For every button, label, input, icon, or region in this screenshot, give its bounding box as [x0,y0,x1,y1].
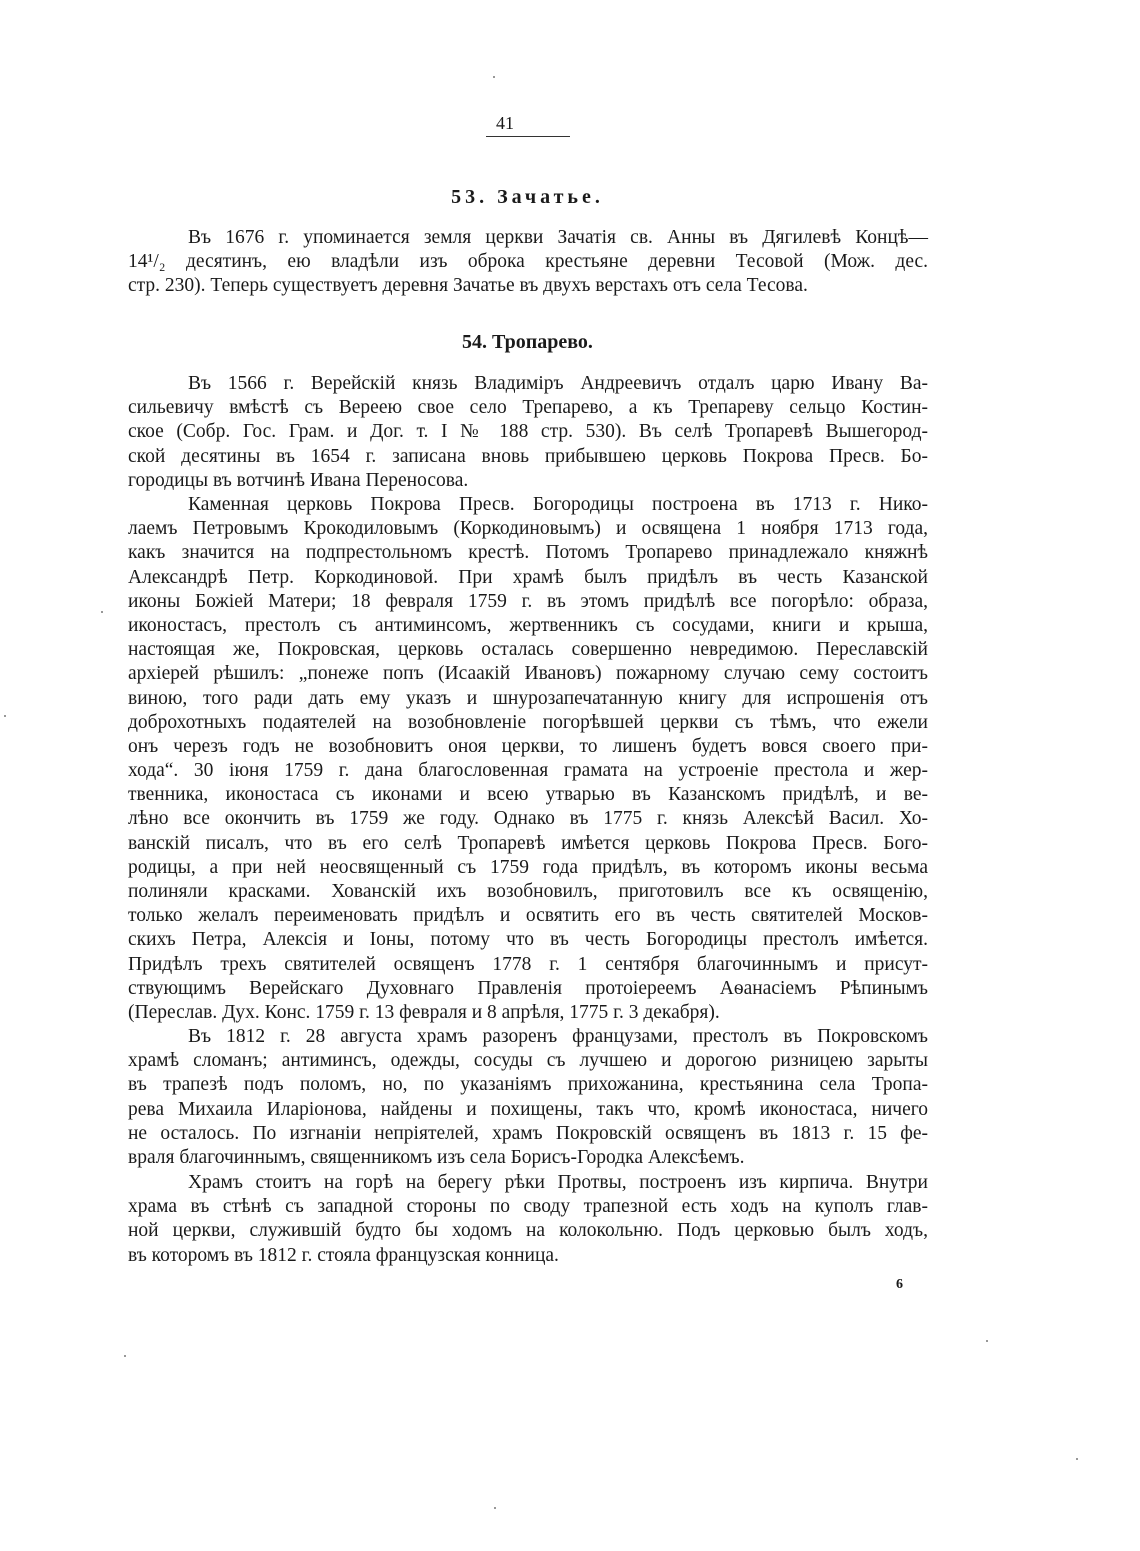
section-54-paragraph-3 [128,1025,928,1170]
text-line: (Переслав. Дух. Конс. 1759 г. 13 февраля и 8 апрѣля, 1775 г. 3 декабря). [128,1001,720,1023]
scan-speck [101,611,103,613]
scan-speck [1076,1458,1078,1460]
text-line: иконы Божіей Матери; 18 февраля 1759 г. въ этомъ придѣлѣ все погорѣло: образа, [128,590,928,612]
text-line: храма въ стѣнѣ съ западной стороны по своду трапезной есть ходъ на куполъ глав- [128,1196,928,1218]
text-line: ванскій писалъ, что въ его селѣ Тропаревѣ имѣется церковь Покрова Пресв. Бого- [128,832,928,854]
text-line: рева Михаила Иларіонова, найдены и похищены, такъ что, кромѣ иконостаса, ничего [128,1098,928,1120]
text-line: скихъ Петра, Алексія и Іоны, потому что въ честь Богородицы престолъ имѣется. [128,929,928,951]
signature-mark: 6 [896,1277,903,1292]
text-line: родицы, а при ней неосвященный съ 1759 года придѣлъ, въ которомъ иконы весьма [128,856,928,878]
text-line: хода“. 30 іюня 1759 г. дана благословенная грамата на устроеніе престола и жер- [128,760,928,782]
text-line: Каменная церковь Покрова Пресв. Богородицы построена въ 1713 г. Нико- [188,494,928,515]
text-line: городицы въ вотчинѣ Ивана Переносова. [128,469,469,491]
text-line: Придѣлъ трехъ святителей освященъ 1778 г. 1 сентября благочиннымъ и присут- [128,953,928,975]
scan-speck [494,1507,496,1509]
scan-speck [124,1355,126,1357]
text-line: храмѣ сломанъ; антиминсъ, одежды, сосуды съ лучшею и дорогою ризницею зарыты [128,1050,928,1072]
text-line: Александрѣ Петр. Коркодиновой. При храмѣ былъ придѣлъ въ честь Казанской [128,566,928,588]
text-line: ствующимъ Верейскаго Духовнаго Правленія протоіереемъ Аѳанасіемъ Рѣпинымъ [128,977,928,999]
text-line: въ трапезѣ подъ поломъ, но, по указаніямъ прихожанина, крестьянина села Тропа- [128,1074,928,1096]
text-line: иконостасъ, престолъ съ антиминсомъ, жертвенникъ съ сосудами, книги и крыша, [128,614,928,636]
page-number: 41 [496,113,514,133]
text-line: враля благочиннымъ, священникомъ изъ села Борисъ-Городка Алексѣемъ. [128,1146,745,1168]
text-line: какъ значится на подпрестольномъ крестѣ. Потомъ Тропарево принадлежало княжнѣ [128,542,928,564]
text-line: архіерей рѣшилъ: „понеже попъ (Исаакій Ивановъ) пожарному случаю сему состоитъ [128,663,928,685]
text-line: Храмъ стоитъ на горѣ на берегу рѣки Протвы, построенъ изъ кирпича. Внутри [188,1172,928,1193]
text-line: лаемъ Петровымъ Крокодиловымъ (Коркодиновымъ) и освящена 1 ноября 1713 года, [128,518,928,540]
text-line: ской десятины въ 1654 г. записана вновь прибывшею церковь Покрова Пресв. Бо- [128,445,928,467]
text-line: настоящая же, Покровская, церковь осталась совершенно невредимою. Переславскій [128,639,928,661]
scan-speck [4,715,6,717]
section-53-title: 53. Зачатье. [451,186,604,208]
text-line: Въ 1812 г. 28 августа храмъ разоренъ французами, престолъ въ Покровскомъ [188,1026,928,1047]
text-line: въ которомъ въ 1812 г. стояла французская конница. [128,1244,559,1266]
text-line: только желалъ переименовать придѣлъ и освятить его въ честь святителей Москов- [128,905,928,927]
text-line: не осталось. По изгнаніи непріятелей, храмъ Покровскій освященъ въ 1813 г. 15 фе- [128,1122,928,1144]
text-line: 14¹/₂ десятинъ, ею владѣли изъ оброка крестьяне деревни Тесовой (Мож. дес. [128,251,928,273]
text-line: полиняли красками. Хованскій ихъ возобновилъ, приготовилъ все къ освященію, [128,881,928,902]
text-line: ной церкви, служившій будто бы ходомъ на колокольню. Подъ церковью былъ ходъ, [128,1220,928,1242]
text-line: сильевичу вмѣстѣ съ Вереею свое село Трепарево, а къ Трепареву сельцо Костин- [128,397,928,419]
text-line: лѣно все окончить въ 1759 же году. Однако въ 1775 г. князь Алексѣй Васил. Хо- [128,808,928,830]
section-54-paragraph-1 [128,372,928,493]
text-line: стр. 230). Теперь существуетъ деревня Зачатье въ двухъ верстахъ отъ села Тесова. [128,275,808,297]
scan-speck [493,76,495,78]
text-line: Въ 1566 г. Верейскій князь Владиміръ Андреевичъ отдалъ царю Ивану Ва- [188,373,928,394]
text-line: доброхотныхъ подаятелей на возобновленіе погорѣвшей церкви съ тѣмъ, что ежели [128,711,928,733]
section-54-paragraph-4 [128,1171,928,1268]
text-line: ское (Собр. Гос. Грам. и Дог. т. I № 188 стр. 530). Въ селѣ Тропаревѣ Вышегород- [128,421,928,443]
text-line: виною, того ради дать ему указъ и шнурозапечатанную книгу для испрошенія отъ [128,687,928,709]
section-53-paragraph [128,226,928,299]
text-line: Въ 1676 г. упоминается земля церкви Зачатія св. Анны въ Дягилевѣ Концѣ— [188,227,928,248]
section-54-paragraph-2 [128,493,928,1025]
section-54-title: 54. Тропарево. [462,331,593,353]
scan-speck [986,1340,988,1342]
text-line: твенника, иконостаса съ иконами и всею утварью въ Казанскомъ придѣлѣ, и ве- [128,784,928,806]
page-number-rule [486,136,570,137]
text-line: онъ черезъ годъ не возобновитъ оноя церкви, то лишенъ будетъ вовся своего при- [128,735,928,757]
